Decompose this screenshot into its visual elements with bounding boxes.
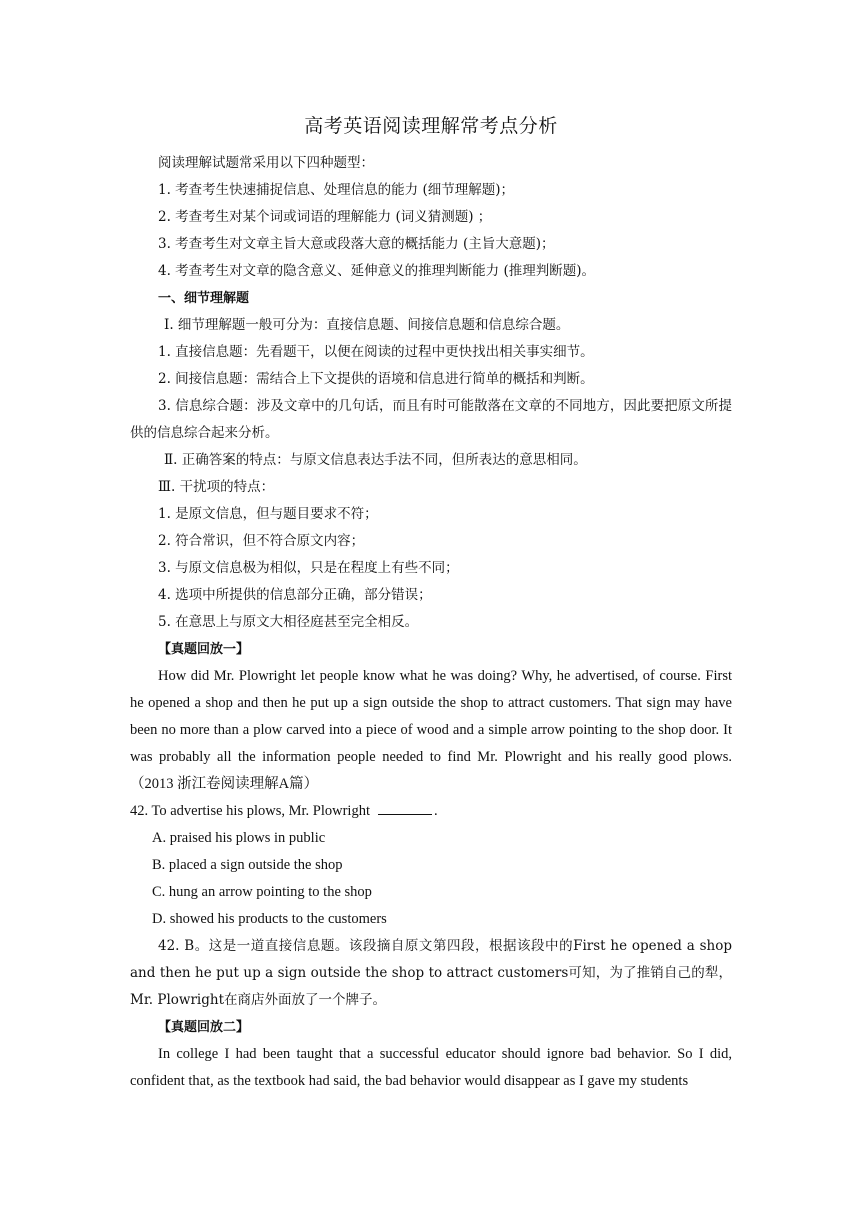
passage-2: In college I had been taught that a successful educator should ignore bad behavior. So I did, confident that, as the textbook had said, the bad behavior would disappear as I gave my students — [130, 1046, 732, 1089]
distractor-item-1: 1. 是原文信息，但与题目要求不符； — [158, 506, 378, 522]
detail-item-3: 3. 信息综合题：涉及文章中的几句话，而且有时可能散落在文章的不同地方，因此要把原文所提供的信息综合起来分析。 — [130, 398, 732, 441]
document-page — [130, 112, 732, 1095]
detail-point-2: Ⅱ. 正确答案的特点：与原文信息表达手法不同，但所表达的意思相同。 — [164, 452, 587, 468]
review-heading-2: 【真题回放二】 — [158, 1020, 250, 1035]
detail-item-1: 1. 直接信息题：先看题干，以便在阅读的过程中更快找出相关事实细节。 — [158, 344, 594, 360]
answer-explanation: 42. B。这是一道直接信息题。该段摘自原文第四段，根据该段中的First he opened a shop and then he put up a sign outside the shop to attract customers可知，为了推销自己的犁，Mr. Plowright在商店外面放了一个牌子。 — [130, 938, 732, 1008]
detail-item-2: 2. 间接信息题：需结合上下文提供的语境和信息进行简单的概括和判断。 — [158, 371, 594, 387]
type-item-1: 1. 考查考生快速捕捉信息、处理信息的能力 (细节理解题)； — [158, 182, 514, 198]
document-title: 高考英语阅读理解常考点分析 — [304, 115, 558, 137]
type-item-4: 4. 考查考生对文章的隐含意义、延伸意义的推理判断能力 (推理判断题)。 — [158, 263, 595, 279]
review-heading-1: 【真题回放一】 — [158, 642, 250, 657]
option-d: D. showed his products to the customers — [152, 911, 387, 927]
option-b: B. placed a sign outside the shop — [152, 857, 343, 873]
question-42 — [130, 798, 732, 825]
option-a: A. praised his plows in public — [152, 830, 326, 846]
detail-point-3: Ⅲ. 干扰项的特点： — [158, 479, 275, 495]
detail-point-1: Ⅰ. 细节理解题一般可分为：直接信息题、间接信息题和信息综合题。 — [164, 317, 570, 333]
distractor-item-4: 4. 选项中所提供的信息部分正确，部分错误； — [158, 587, 432, 603]
question-end: . — [433, 803, 438, 819]
intro-text: 阅读理解试题常采用以下四种题型： — [158, 155, 374, 171]
passage-1: How did Mr. Plowright let people know what he was doing? Why, he advertised, of course. First he opened a shop and then he put up a sign outside the shop to attract customers. That sign may have been no more than a plow carved into a piece of wood and a simple arrow pointing to the shop door. It was probably all the information people needed to find Mr. Plowright and his really good plows.（2013 浙江卷阅读理解A篇） — [130, 668, 732, 792]
answer-blank — [378, 800, 432, 815]
distractor-item-2: 2. 符合常识，但不符合原文内容； — [158, 533, 365, 549]
question-stem: 42. To advertise his plows, Mr. Plowright — [130, 803, 370, 819]
type-item-2: 2. 考查考生对某个词或词语的理解能力 (词义猜测题) ； — [158, 209, 492, 225]
distractor-item-5: 5. 在意思上与原文大相径庭甚至完全相反。 — [158, 614, 419, 630]
distractor-item-3: 3. 与原文信息极为相似，只是在程度上有些不同； — [158, 560, 459, 576]
section-heading-detail: 一、细节理解题 — [158, 291, 250, 306]
type-item-3: 3. 考查考生对文章主旨大意或段落大意的概括能力 (主旨大意题)； — [158, 236, 555, 252]
option-c: C. hung an arrow pointing to the shop — [152, 884, 372, 900]
